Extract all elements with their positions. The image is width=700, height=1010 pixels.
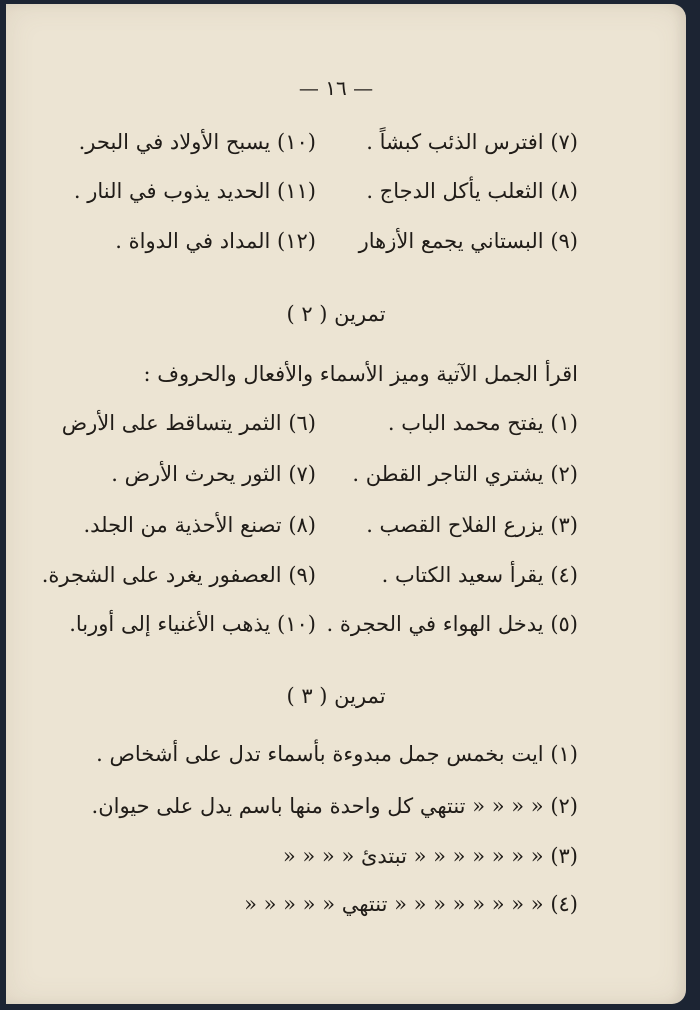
ex2-sentence-9: [42, 565, 316, 586]
item-text: يفتح محمد الباب .: [387, 411, 544, 435]
item-text: الثمر يتساقط على الأرض: [61, 411, 282, 435]
item-number: (١): [550, 742, 578, 766]
ex3-task-2: [92, 796, 578, 817]
ex2-sentence-2: [352, 464, 578, 485]
exercise-3-heading: تمرين ( ٣ ): [286, 684, 386, 708]
item-text: يقرأ سعيد الكتاب .: [381, 563, 544, 587]
item-text: العصفور يغرد على الشجرة.: [41, 563, 282, 587]
ex3-task-1: [96, 744, 578, 765]
ex3-task-4: [244, 894, 578, 915]
item-number: (٩): [550, 229, 578, 253]
item-number: (٣): [550, 513, 578, 537]
ex2-sentence-1: [388, 413, 578, 434]
item-number: (١١): [277, 179, 316, 203]
item-text: الثعلب يأكل الدجاج .: [366, 179, 544, 203]
item-text: يذهب الأغنياء إلى أوربا.: [69, 612, 271, 636]
sentence-12: [115, 231, 316, 252]
ex2-sentence-3: [366, 515, 578, 536]
ex2-sentence-4: [382, 565, 578, 586]
ex2-sentence-5: [327, 614, 578, 635]
item-number: (٢): [550, 462, 578, 486]
exercise-2-instruction: اقرأ الجمل الآتية وميز الأسماء والأفعال والحروف :: [143, 362, 578, 386]
item-number: (٤): [550, 892, 578, 916]
ex2-sentence-10: [69, 614, 316, 635]
sentence-10: [79, 132, 316, 153]
sentence-8: [366, 181, 578, 202]
item-number: (٩): [288, 563, 316, 587]
item-text: يشتري التاجر القطن .: [352, 462, 544, 486]
item-number: (١٢): [277, 229, 316, 253]
ex2-sentence-8: [83, 515, 316, 536]
item-text: الثور يحرث الأرض .: [111, 462, 282, 486]
page-number: — ١٦ —: [298, 76, 374, 100]
item-number: (١٠): [277, 130, 316, 154]
item-number: (٣): [550, 844, 578, 868]
item-number: (٧): [550, 130, 578, 154]
item-number: (٥): [550, 612, 578, 636]
item-number: (٧): [288, 462, 316, 486]
item-text: تصنع الأحذية من الجلد.: [83, 513, 282, 537]
item-text: يسبح الأولاد في البحر.: [78, 130, 271, 154]
book-page: [6, 4, 686, 1004]
ex3-task-3: [283, 846, 578, 867]
ex2-sentence-6: [62, 413, 316, 434]
item-number: (١٠): [277, 612, 316, 636]
item-text: ايت بخمس جمل مبدوءة بأسماء تدل على أشخاص .: [96, 742, 544, 766]
item-number: (٨): [288, 513, 316, 537]
item-text: يزرع الفلاح القصب .: [366, 513, 544, 537]
item-text: الحديد يذوب في النار .: [73, 179, 271, 203]
item-number: (١): [550, 411, 578, 435]
item-text: « « « « تنتهي كل واحدة منها باسم يدل على حيوان.: [91, 794, 544, 818]
item-text: يدخل الهواء في الحجرة .: [326, 612, 544, 636]
item-number: (٨): [550, 179, 578, 203]
sentence-9: [359, 231, 578, 252]
item-text: البستاني يجمع الأزهار: [358, 229, 544, 253]
item-number: (٦): [288, 411, 316, 435]
item-text: المداد في الدواة .: [115, 229, 271, 253]
item-text: « « « « « « « « تنتهي « « « « «: [244, 892, 544, 916]
ex2-sentence-7: [111, 464, 316, 485]
item-text: افترس الذئب كبشاً .: [366, 130, 544, 154]
exercise-2-heading: تمرين ( ٢ ): [286, 302, 386, 326]
item-number: (٤): [550, 563, 578, 587]
item-number: (٢): [550, 794, 578, 818]
item-text: « « « « « « « تبتدئ « « « «: [282, 844, 544, 868]
sentence-7: [366, 132, 578, 153]
sentence-11: [74, 181, 316, 202]
